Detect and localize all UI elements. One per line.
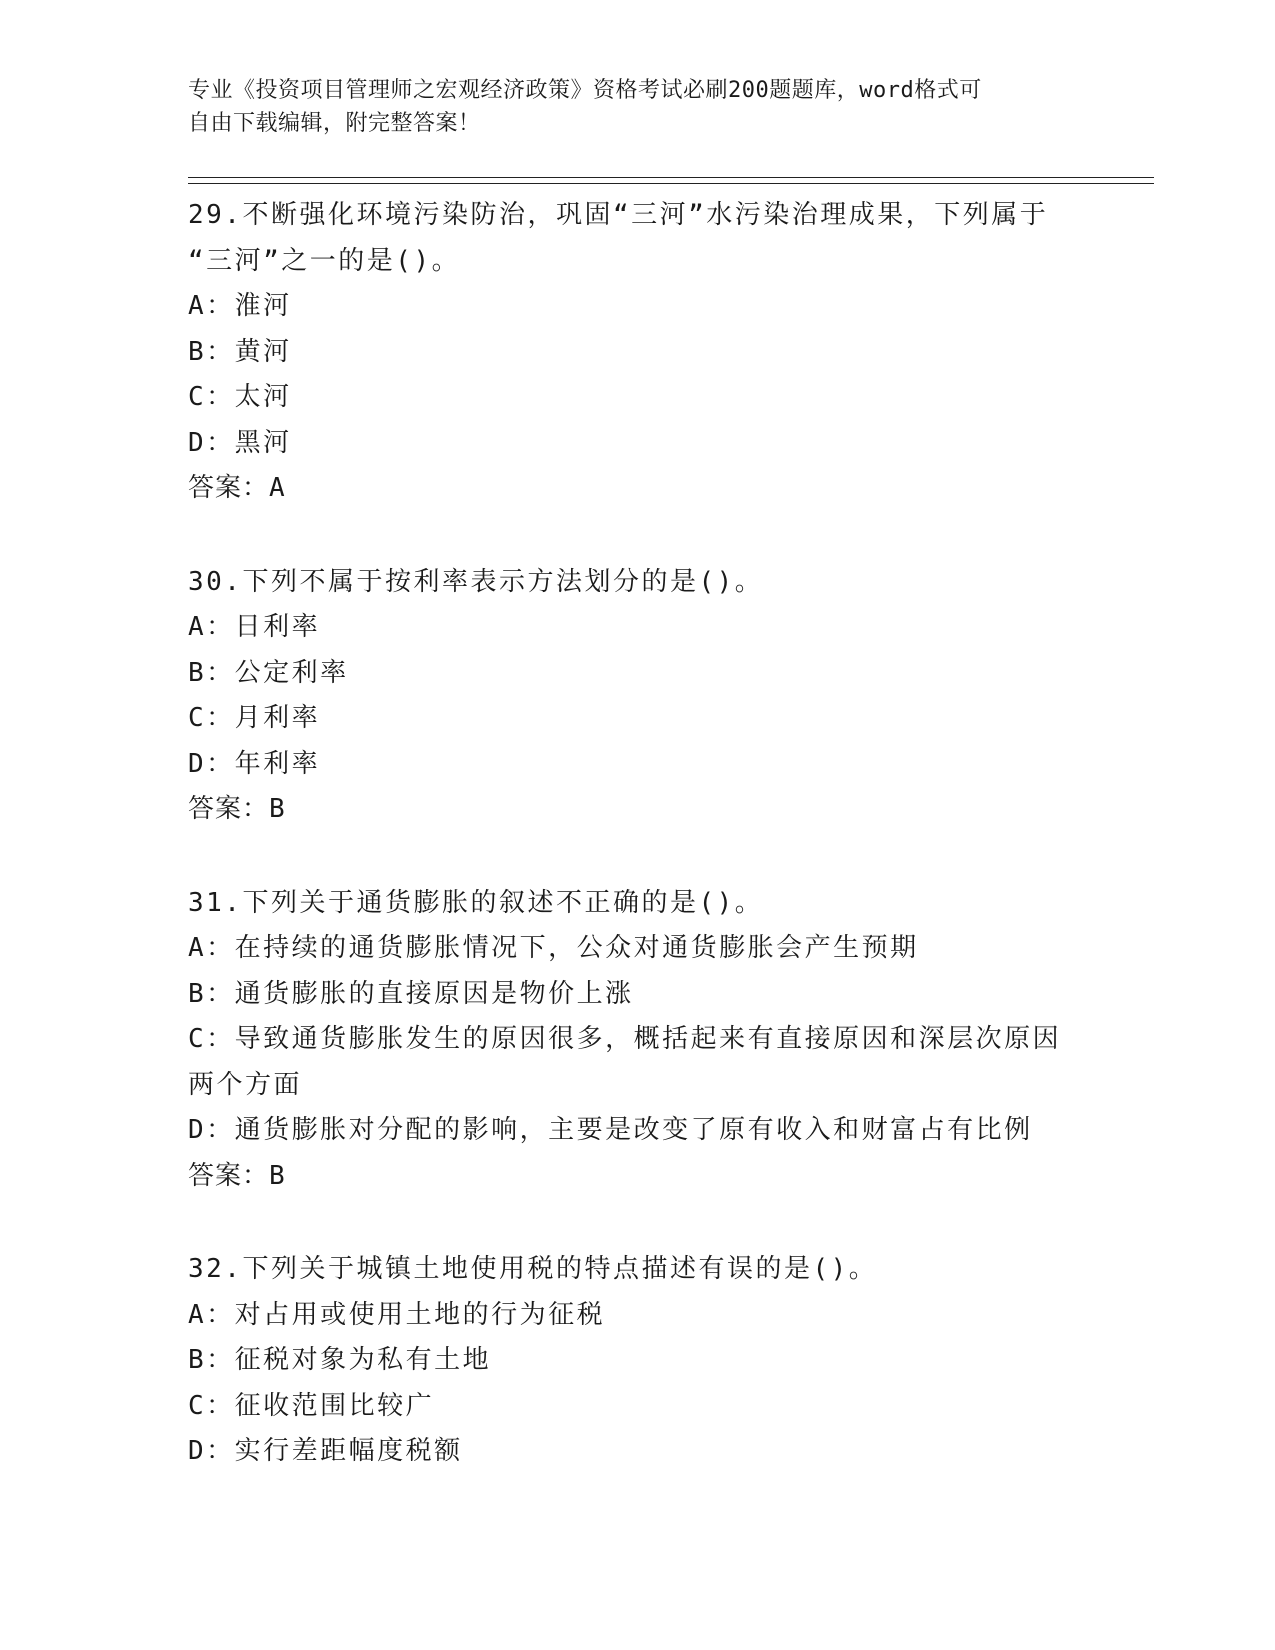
answer-option: B：公定利率	[188, 657, 349, 688]
question-stem: “三河”之一的是()。	[188, 245, 461, 276]
header-line-2: 自由下载编辑，附完整答案！	[188, 111, 481, 136]
answer-option: D：实行差距幅度税额	[188, 1436, 463, 1466]
question-block	[188, 1247, 1088, 1475]
answer-key: 答案：B	[188, 1160, 286, 1191]
answer-option: B：征税对象为私有土地	[188, 1345, 492, 1375]
answer-option: D：通货膨胀对分配的影响，主要是改变了原有收入和财富占有比例	[188, 1115, 1033, 1145]
answer-option: D：年利率	[188, 748, 321, 779]
question-stem: 29.不断强化环境污染防治，巩固“三河”水污染治理成果，下列属于	[188, 200, 1049, 230]
answer-key: 答案：B	[188, 794, 286, 824]
answer-option: B：黄河	[188, 336, 292, 367]
answer-option: A：在持续的通货膨胀情况下，公众对通货膨胀会产生预期	[188, 933, 919, 963]
question-stem: 31.下列关于通货膨胀的叙述不正确的是()。	[188, 887, 764, 918]
answer-option: A：对占用或使用土地的行为征税	[188, 1299, 606, 1330]
question-stem: 30.下列不属于按利率表示方法划分的是()。	[188, 566, 764, 597]
question-list	[188, 193, 1088, 1523]
answer-option: C：导致通货膨胀发生的原因很多，概括起来有直接原因和深层次原因 两个方面	[188, 1024, 1062, 1100]
header-line-1: 专业《投资项目管理师之宏观经济政策》资格考试必刷200题题库，word格式可	[188, 78, 982, 103]
answer-option: B：通货膨胀的直接原因是物价上涨	[188, 978, 634, 1009]
answer-option: C：太河	[188, 382, 292, 412]
header-rule-top	[188, 177, 1154, 178]
answer-key: 答案：A	[188, 473, 286, 503]
answer-option: C：月利率	[188, 703, 321, 733]
document-header	[188, 74, 1088, 140]
question-block	[188, 193, 1088, 512]
answer-option: A：淮河	[188, 291, 292, 321]
answer-option: A：日利率	[188, 612, 321, 642]
answer-option: D：黑河	[188, 427, 292, 458]
answer-option: C：征收范围比较广	[188, 1390, 435, 1421]
question-block	[188, 560, 1088, 833]
question-stem: 32.下列关于城镇土地使用税的特点描述有误的是()。	[188, 1254, 878, 1284]
question-block	[188, 881, 1088, 1200]
header-rule-bottom	[188, 183, 1154, 184]
